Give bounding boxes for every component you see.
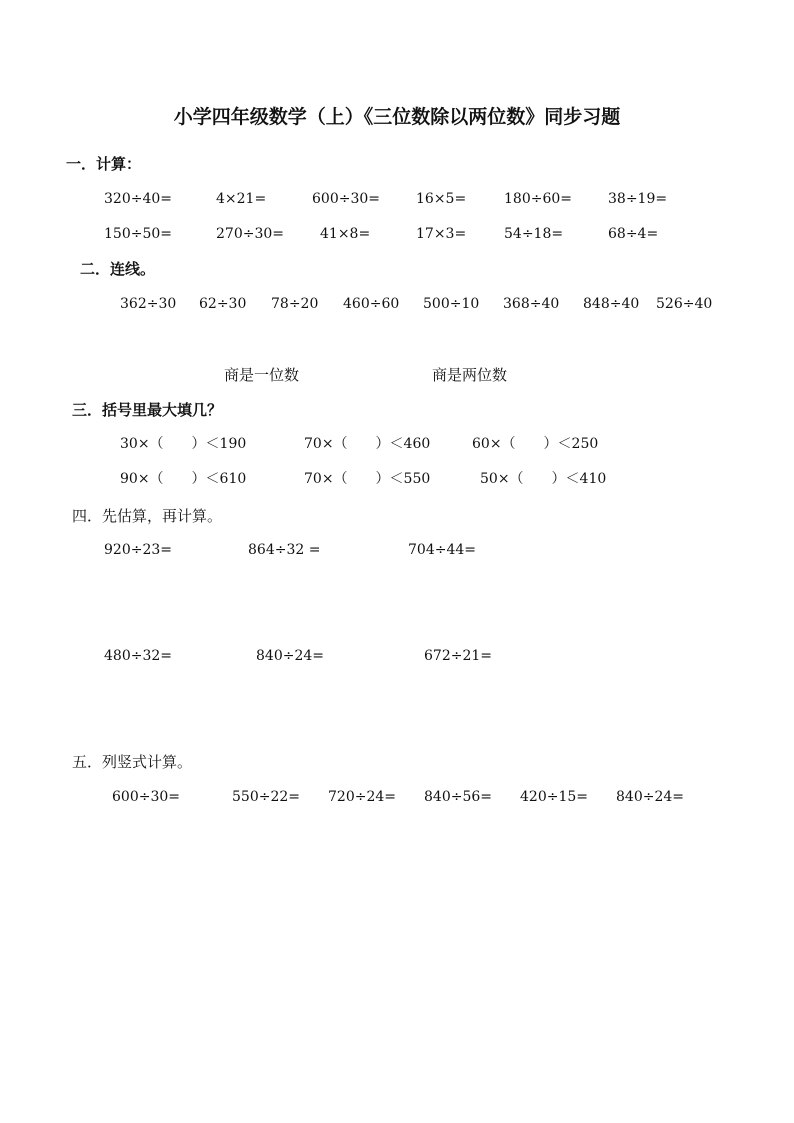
calc-item: 38÷19= — [608, 191, 668, 207]
fill-item: 90×（ ）＜610 — [120, 471, 247, 487]
estimate-item: 672÷21= — [424, 648, 492, 664]
estimate-item: 704÷44= — [408, 542, 476, 558]
calc-item: 41×8= — [320, 226, 371, 242]
match-item: 500÷10 — [423, 296, 480, 312]
estimate-item: 480÷32= — [104, 648, 172, 664]
match-item: 78÷20 — [271, 296, 319, 312]
vertical-calc-item: 720÷24= — [328, 789, 396, 805]
fill-item: 70×（ ）＜550 — [304, 471, 431, 487]
section-4-heading: 四．先估算，再计算。 — [72, 507, 223, 525]
vertical-calc-item: 840÷56= — [424, 789, 492, 805]
calc-item: 320÷40= — [104, 191, 172, 207]
section-5-heading: 五．列竖式计算。 — [72, 753, 193, 771]
section-3-heading: 三．括号里最大填几？ — [72, 401, 223, 419]
section-1-heading: 一．计算： — [66, 155, 142, 173]
match-item: 848÷40 — [583, 296, 640, 312]
match-item: 526÷40 — [656, 296, 713, 312]
calc-item: 17×3= — [416, 226, 467, 242]
calc-item: 150÷50= — [104, 226, 172, 242]
vertical-calc-item: 840÷24= — [616, 789, 684, 805]
calc-item: 600÷30= — [312, 191, 380, 207]
calc-item: 4×21= — [216, 191, 267, 207]
calc-item: 54÷18= — [504, 226, 564, 242]
vertical-calc-item: 550÷22= — [232, 789, 300, 805]
section-2-heading: 二．连线。 — [80, 260, 156, 278]
match-label-two-digit: 商是两位数 — [432, 366, 508, 384]
match-item: 362÷30 — [120, 296, 177, 312]
estimate-item: 864÷32 = — [248, 542, 321, 558]
page-title: 小学四年级数学（上）《三位数除以两位数》同步习题 — [173, 106, 621, 128]
calc-item: 68÷4= — [608, 226, 659, 242]
fill-item: 70×（ ）＜460 — [304, 436, 431, 452]
fill-item: 30×（ ）＜190 — [120, 436, 247, 452]
vertical-calc-item: 600÷30= — [112, 789, 180, 805]
calc-item: 270÷30= — [216, 226, 284, 242]
fill-item: 50×（ ）＜410 — [480, 471, 607, 487]
match-item: 368÷40 — [503, 296, 560, 312]
match-label-one-digit: 商是一位数 — [224, 366, 300, 384]
estimate-item: 920÷23= — [104, 542, 172, 558]
vertical-calc-item: 420÷15= — [520, 789, 588, 805]
match-item: 62÷30 — [199, 296, 247, 312]
match-item: 460÷60 — [343, 296, 400, 312]
fill-item: 60×（ ）＜250 — [472, 436, 599, 452]
estimate-item: 840÷24= — [256, 648, 324, 664]
calc-item: 180÷60= — [504, 191, 572, 207]
calc-item: 16×5= — [416, 191, 467, 207]
